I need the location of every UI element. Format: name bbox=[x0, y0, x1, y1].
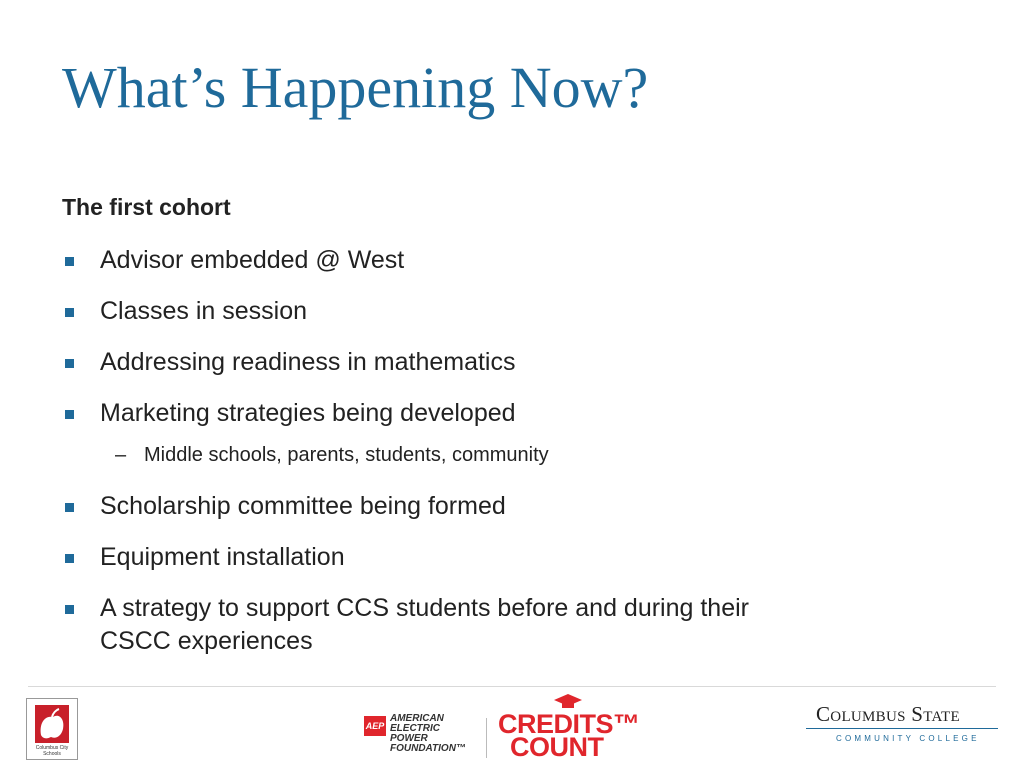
square-bullet-icon bbox=[65, 605, 74, 614]
aep-line: POWER bbox=[390, 733, 428, 744]
bullet-text: Addressing readiness in mathematics bbox=[100, 348, 516, 376]
count-word: COUNT bbox=[510, 732, 604, 762]
slide-subtitle: The first cohort bbox=[62, 194, 231, 220]
apple-icon bbox=[35, 705, 69, 743]
bullet-item bbox=[62, 397, 802, 430]
credits-word: CREDITS™ bbox=[498, 709, 640, 739]
bullet-text: Marketing strategies being developed bbox=[100, 399, 516, 427]
bullet-item bbox=[62, 244, 802, 277]
slide-title: What’s Happening Now? bbox=[62, 55, 649, 120]
logo-separator bbox=[486, 718, 487, 758]
bullet-item bbox=[62, 541, 802, 574]
sub-bullet-item bbox=[62, 442, 802, 468]
square-bullet-icon bbox=[65, 308, 74, 317]
columbus-state-logo bbox=[806, 702, 998, 746]
graduation-cap-icon bbox=[554, 694, 582, 710]
sub-bullet-text: Middle schools, parents, students, community bbox=[144, 444, 549, 466]
square-bullet-icon bbox=[65, 410, 74, 419]
bullet-text: Equipment installation bbox=[100, 543, 345, 571]
bullet-item bbox=[62, 346, 802, 379]
aep-badge: AEP bbox=[364, 716, 386, 736]
square-bullet-icon bbox=[65, 257, 74, 266]
square-bullet-icon bbox=[65, 554, 74, 563]
aep-line: FOUNDATION™ bbox=[390, 743, 466, 754]
bullet-text: Scholarship committee being formed bbox=[100, 492, 506, 520]
aep-foundation-logo bbox=[364, 714, 474, 756]
dash-bullet-icon: – bbox=[115, 444, 127, 466]
bullet-text: A strategy to support CCS students before and during their CSCC experiences bbox=[100, 594, 749, 655]
bullet-item bbox=[62, 490, 802, 523]
footer-divider bbox=[28, 686, 996, 687]
bullet-text: Classes in session bbox=[100, 297, 308, 325]
bullet-list bbox=[62, 244, 802, 676]
credits-count-logo bbox=[498, 700, 640, 762]
columbus-city-schools-logo bbox=[26, 698, 78, 760]
columbus-state-name: Columbus State bbox=[816, 702, 960, 726]
square-bullet-icon bbox=[65, 359, 74, 368]
logo-rule bbox=[806, 728, 998, 729]
bullet-item bbox=[62, 295, 802, 328]
community-college-label: COMMUNITY COLLEGE bbox=[836, 734, 980, 743]
aep-wordmark bbox=[390, 714, 466, 754]
bullet-text: Advisor embedded @ West bbox=[100, 246, 405, 274]
aep-line: AMERICAN bbox=[390, 713, 444, 724]
ccs-logo-text: Columbus City Schools bbox=[35, 745, 69, 757]
bullet-item bbox=[62, 592, 802, 658]
square-bullet-icon bbox=[65, 503, 74, 512]
aep-line: ELECTRIC bbox=[390, 723, 440, 734]
